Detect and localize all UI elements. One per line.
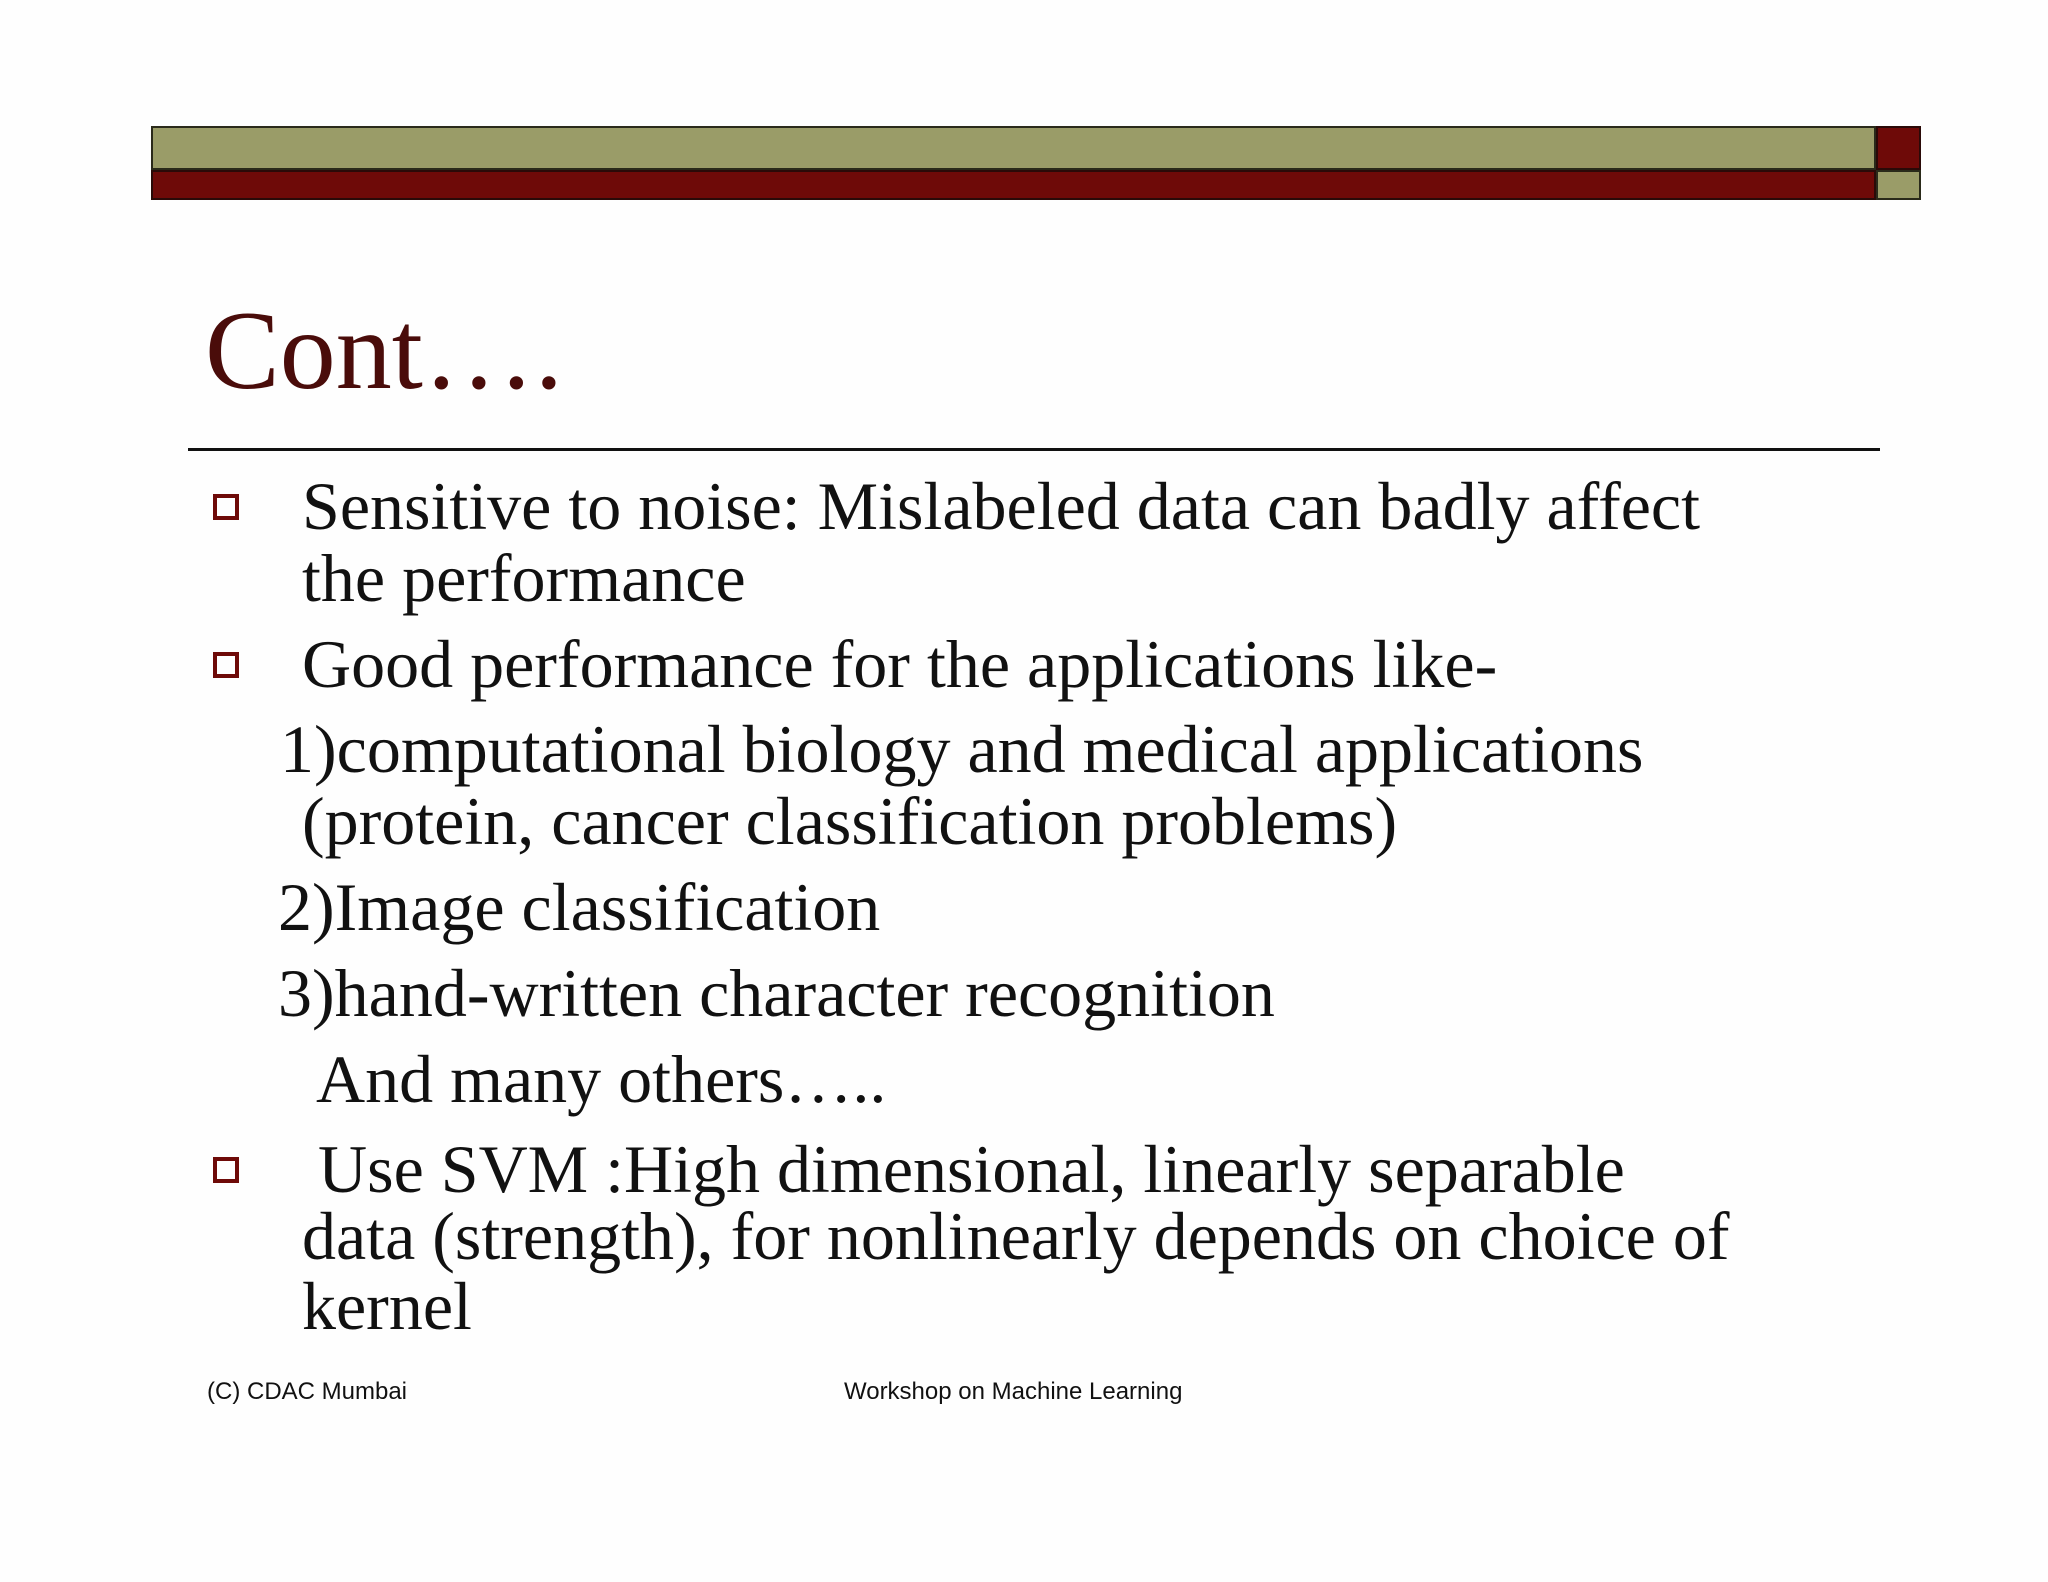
bullet-1-line-1: Sensitive to noise: Mislabeled data can badly affect	[302, 468, 1700, 544]
bullet-3-line-1: Use SVM :High dimensional, linearly separable	[318, 1131, 1625, 1207]
header-bar-olive	[151, 126, 1876, 170]
title-divider	[188, 448, 1880, 451]
application-item-1: 1)computational biology and medical applications	[280, 711, 1644, 787]
header-square-maroon	[1876, 126, 1921, 170]
bullet-square-icon	[213, 1157, 239, 1183]
bullet-3-line-2: data (strength), for nonlinearly depends on choice of	[302, 1198, 1730, 1274]
bullet-1-line-2: the performance	[302, 540, 746, 616]
bullet-square-icon	[213, 652, 239, 678]
footer-center: Workshop on Machine Learning	[844, 1378, 1183, 1405]
slide-title: Cont….	[205, 289, 563, 413]
application-item-2: 2)Image classification	[278, 869, 881, 945]
bullet-3-line-3: kernel	[302, 1268, 472, 1344]
application-item-1-cont: (protein, cancer classification problems)	[302, 783, 1398, 859]
header-square-olive	[1876, 170, 1921, 200]
bullet-2-line-1: Good performance for the applications like-	[302, 626, 1498, 702]
header-bar-maroon	[151, 170, 1876, 200]
application-item-3: 3)hand-written character recognition	[278, 955, 1275, 1031]
application-others: And many others…..	[316, 1041, 887, 1117]
bullet-square-icon	[213, 494, 239, 520]
footer-left: (C) CDAC Mumbai	[207, 1378, 408, 1405]
